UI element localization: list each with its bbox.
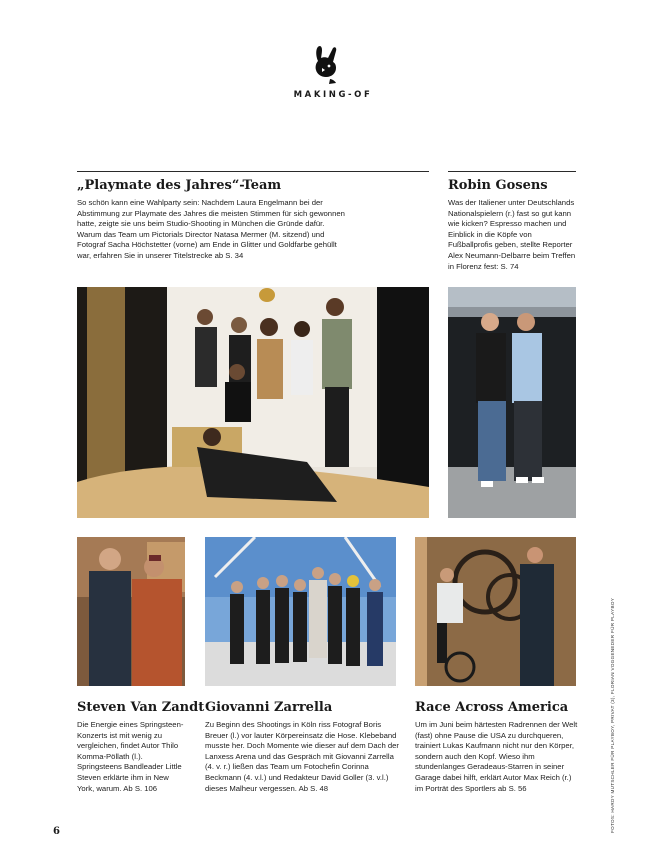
- photo-credit-text: FOTOS: HARDY MUTSCHLER FÜR PLAYBOY, PRIVAT (3), FLORIAN VOGGENEDER FÜR PLAYBOY: [610, 597, 615, 833]
- body-steven-van-zandt: Die Energie eines Springsteen-Konzerts ist mit wenig zu vergleichen, findet Autor Thilo Komma-Pöllath (l.). Springsteens Bandleader Little Steven erklärte ihm in New York, warum. Ab S. 106: [77, 720, 184, 793]
- page-number: 6: [53, 826, 60, 837]
- headline-giovanni-zarrella: Giovanni Zarrella: [205, 700, 333, 715]
- photo-robin-gosens: [448, 287, 576, 518]
- headline-robin-gosens: Robin Gosens: [448, 178, 548, 193]
- headline-playmate-team: „Playmate des Jahres“-Team: [77, 178, 282, 193]
- photo-steven-van-zandt: [77, 537, 185, 686]
- divider-rule: [77, 171, 429, 172]
- body-robin-gosens: Was der Italiener unter Deutschlands Nationalspielern (r.) fast so gut kann wie kicken? Espresso machen und Einblick in die Köpfe von Fußballprofis geben, stellte Reporter Alex Neumann-Delbarre beim Treffen in Florenz fest: S. 74: [448, 198, 576, 271]
- body-race-across-america: Um im Juni beim härtesten Radrennen der Welt (fast) ohne Pause die USA zu durchqueren, trainiert Lukas Kaufmann nicht nur den Körper, sondern auch den Kopf. Wieso ihm stundenlanges Geradeaus-Starren in seiner Garage dabei hilft, erklärt Autor Max Reich (r.) im Porträt des Sportlers ab S. 56: [415, 720, 578, 793]
- playboy-bunny-logo-icon: [311, 44, 341, 86]
- photo-giovanni-zarrella: [205, 537, 396, 686]
- photo-race-across-america: [415, 537, 576, 686]
- body-giovanni-zarrella: Zu Beginn des Shootings in Köln riss Fotograf Boris Breuer (l.) vor lauter Körpereinsatz die Hose. Klebeband musste her. Doch Momente wie dieser auf dem Dach der Lanxess Arena und das Gespräch mit Giovanni Zarrella (4. v. r.) ließen das Team um Fotochefin Corinna Beckmann (4. v.l.) und Redakteur David Goller (3. v.l.) dieses Malheur vergessen. Ab S. 48: [205, 720, 399, 793]
- headline-race-across-america: Race Across America: [415, 700, 569, 715]
- body-playmate-team: So schön kann eine Wahlparty sein: Nachdem Laura Engelmann bei der Abstimmung zur Playmate des Jahres die meisten Stimmen für sich gewonnen hatte, zeigte sie uns beim Studio-Shooting in München die Gründe dafür. Warum das Team um Pictorials Director Natasa Mermer (M. sitzend) und Fotograf Sacha Höchstetter (vorne) am Ende in Glitter und Goldfarbe gehüllt war, erfahren Sie in unserer Titelstrecke ab S. 34: [77, 198, 345, 260]
- headline-steven-van-zandt: Steven Van Zandt: [77, 700, 205, 715]
- section-label: MAKING-OF: [293, 90, 373, 100]
- divider-rule: [448, 171, 576, 172]
- photo-credit: [610, 583, 620, 833]
- photo-playmate-team: [77, 287, 429, 518]
